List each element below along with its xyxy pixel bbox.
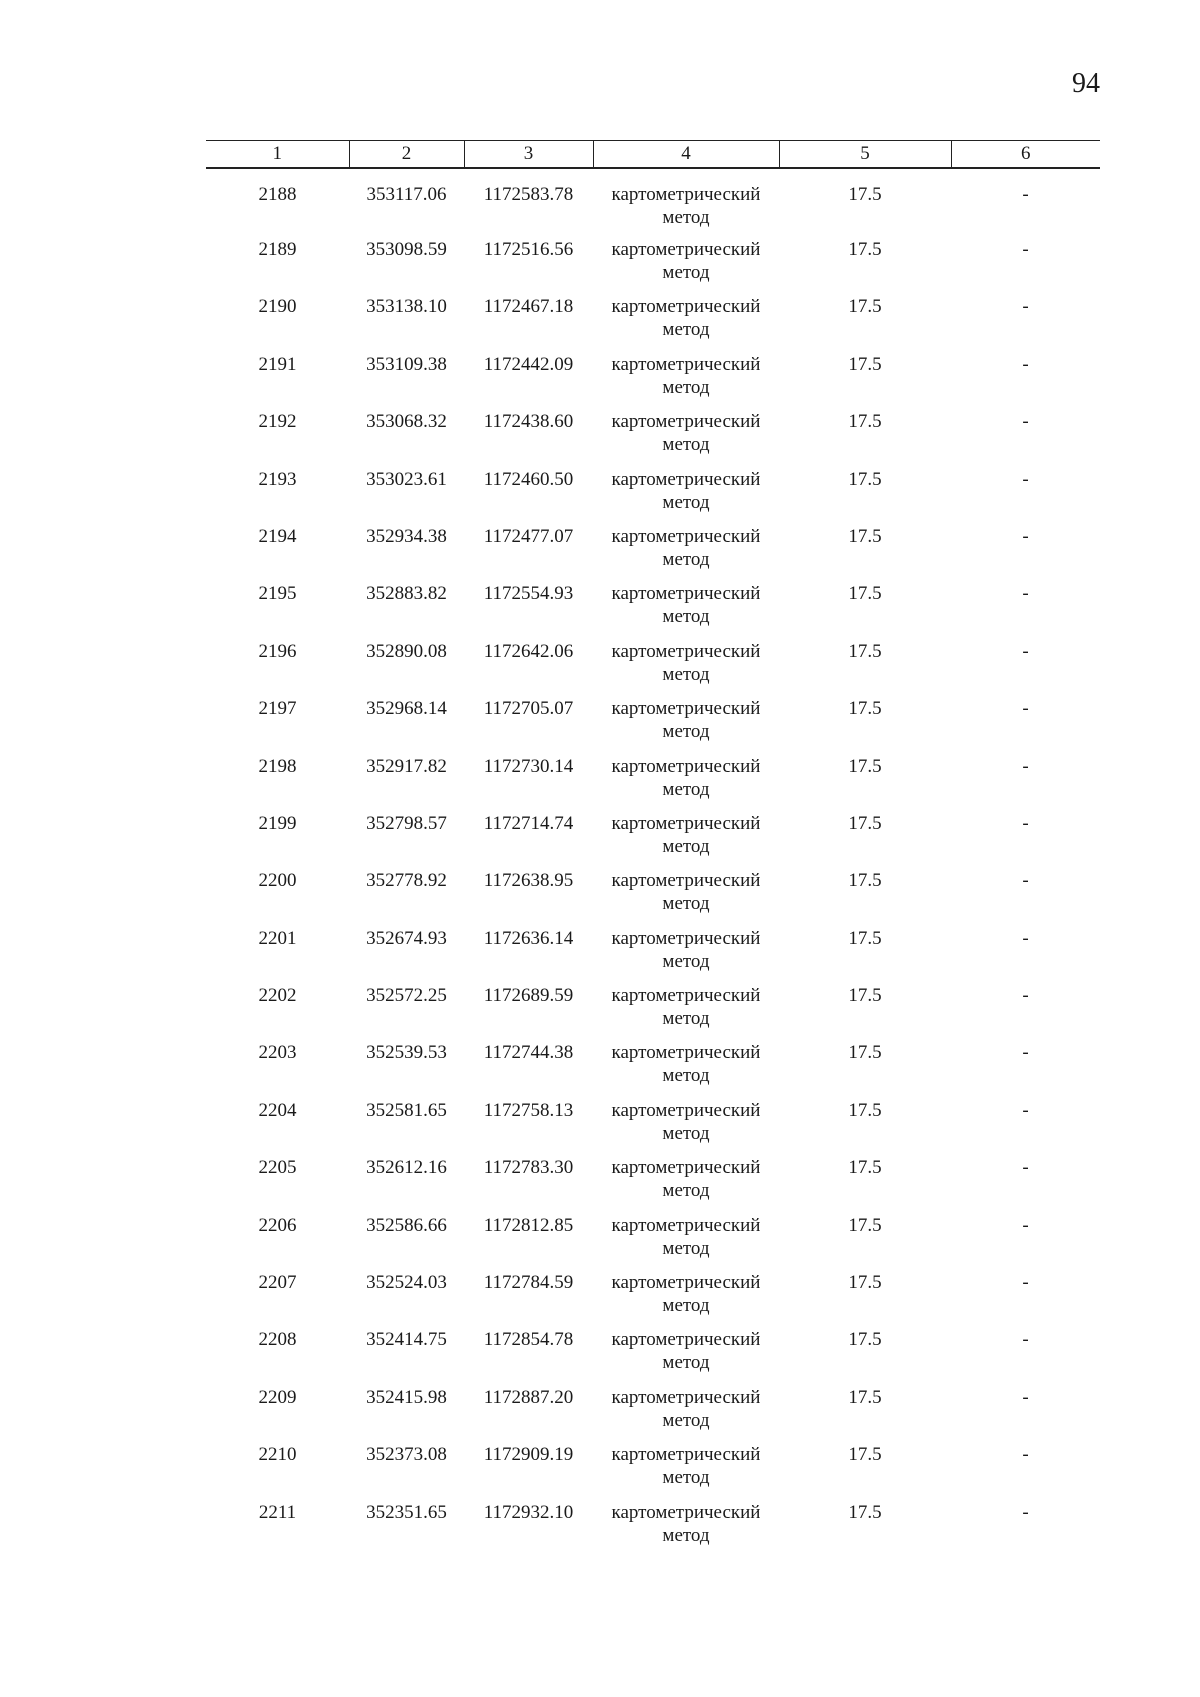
- header-cell-1: 1: [206, 141, 349, 169]
- y-coordinate-cell: 1172730.14: [483, 755, 574, 777]
- x-coordinate-cell: 352415.98: [366, 1386, 447, 1408]
- y-coordinate-cell: 1172932.10: [483, 1501, 574, 1523]
- x-coordinate-cell: 352581.65: [366, 1099, 447, 1121]
- method-line-1: картометрический: [611, 812, 761, 834]
- point-number-cell: 2194: [258, 525, 297, 547]
- y-coordinate-cell: 1172460.50: [483, 468, 574, 490]
- method-cell: [593, 1271, 779, 1328]
- x-coordinate-cell: 353109.38: [366, 353, 447, 375]
- y-coordinate-cell: 1172477.07: [483, 525, 574, 547]
- point-number-cell: 2209: [258, 1386, 297, 1408]
- method-line-2: метод: [662, 548, 710, 570]
- note-cell: -: [1022, 1099, 1029, 1121]
- y-coordinate-cell: 1172516.56: [483, 239, 574, 260]
- accuracy-value-cell: 17.5: [848, 640, 882, 662]
- point-number-cell: 2204: [258, 1099, 297, 1121]
- method-line-2: метод: [662, 207, 710, 228]
- method-line-2: метод: [662, 606, 710, 628]
- note-cell: -: [1022, 353, 1029, 375]
- method-line-1: картометрический: [611, 411, 761, 433]
- point-number-cell: 2199: [258, 812, 297, 834]
- accuracy-value-cell: 17.5: [848, 927, 882, 949]
- x-coordinate-cell: 352586.66: [366, 1214, 447, 1236]
- method-cell: [593, 1443, 779, 1500]
- method-line-1: картометрический: [611, 239, 761, 260]
- x-coordinate-cell: 352612.16: [366, 1157, 447, 1179]
- x-coordinate-cell: 352778.92: [366, 870, 447, 892]
- method-line-1: картометрический: [611, 698, 761, 720]
- header-cell-2: 2: [349, 141, 464, 169]
- table-row: [206, 468, 1100, 525]
- method-line-2: метод: [662, 376, 710, 398]
- method-cell: [593, 295, 779, 352]
- accuracy-value-cell: 17.5: [848, 184, 882, 205]
- note-cell: -: [1022, 1042, 1029, 1064]
- method-line-2: метод: [662, 1409, 710, 1431]
- y-coordinate-cell: 1172909.19: [483, 1444, 574, 1466]
- y-coordinate-cell: 1172744.38: [483, 1042, 574, 1064]
- method-line-2: метод: [662, 1467, 710, 1489]
- note-cell: -: [1022, 927, 1029, 949]
- method-cell: [593, 927, 779, 984]
- method-line-1: картометрический: [611, 1272, 761, 1294]
- note-cell: -: [1022, 698, 1029, 720]
- accuracy-value-cell: 17.5: [848, 1157, 882, 1179]
- note-cell: -: [1022, 468, 1029, 490]
- page-number: 94: [1072, 68, 1100, 99]
- method-line-2: метод: [662, 319, 710, 341]
- accuracy-value-cell: 17.5: [848, 870, 882, 892]
- x-coordinate-cell: 352351.65: [366, 1501, 447, 1523]
- method-line-1: картометрический: [611, 870, 761, 892]
- method-cell: [593, 640, 779, 697]
- method-line-1: картометрический: [611, 640, 761, 662]
- method-line-1: картометрический: [611, 184, 761, 205]
- method-line-1: картометрический: [611, 1329, 761, 1351]
- y-coordinate-cell: 1172689.59: [483, 985, 574, 1007]
- method-cell: [593, 1214, 779, 1271]
- table-header: [206, 141, 1100, 169]
- method-cell: [593, 755, 779, 812]
- table-row: [206, 410, 1100, 467]
- accuracy-value-cell: 17.5: [848, 411, 882, 433]
- y-coordinate-cell: 1172854.78: [483, 1329, 574, 1351]
- method-line-1: картометрический: [611, 927, 761, 949]
- x-coordinate-cell: 353117.06: [366, 184, 447, 205]
- accuracy-value-cell: 17.5: [848, 1444, 882, 1466]
- point-number-cell: 2192: [258, 411, 297, 433]
- table-row: [206, 640, 1100, 697]
- note-cell: -: [1022, 1501, 1029, 1523]
- method-line-2: метод: [662, 1352, 710, 1374]
- point-number-cell: 2211: [258, 1501, 297, 1523]
- method-cell: [593, 353, 779, 410]
- method-line-2: метод: [662, 835, 710, 857]
- x-coordinate-cell: 352917.82: [366, 755, 447, 777]
- method-line-2: метод: [662, 434, 710, 456]
- accuracy-value-cell: 17.5: [848, 1329, 882, 1351]
- note-cell: -: [1022, 1329, 1029, 1351]
- accuracy-value-cell: 17.5: [848, 468, 882, 490]
- method-line-2: метод: [662, 491, 710, 513]
- point-number-cell: 2202: [258, 985, 297, 1007]
- accuracy-value-cell: 17.5: [848, 296, 882, 318]
- method-line-1: картометрический: [611, 755, 761, 777]
- y-coordinate-cell: 1172758.13: [483, 1099, 574, 1121]
- method-line-1: картометрический: [611, 1157, 761, 1179]
- method-line-1: картометрический: [611, 296, 761, 318]
- note-cell: -: [1022, 184, 1029, 205]
- table-row: [206, 525, 1100, 582]
- method-cell: [593, 1501, 779, 1558]
- method-cell: [593, 1099, 779, 1156]
- y-coordinate-cell: 1172642.06: [483, 640, 574, 662]
- method-cell: [593, 1386, 779, 1443]
- x-coordinate-cell: 352524.03: [366, 1272, 447, 1294]
- accuracy-value-cell: 17.5: [848, 1501, 882, 1523]
- table-row: [206, 1271, 1100, 1328]
- method-line-1: картометрический: [611, 1099, 761, 1121]
- point-number-cell: 2188: [258, 184, 297, 205]
- note-cell: -: [1022, 640, 1029, 662]
- x-coordinate-cell: 353023.61: [366, 468, 447, 490]
- method-line-1: картометрический: [611, 525, 761, 547]
- method-cell: [593, 869, 779, 926]
- table-row: [206, 869, 1100, 926]
- accuracy-value-cell: 17.5: [848, 353, 882, 375]
- table-row: [206, 812, 1100, 869]
- accuracy-value-cell: 17.5: [848, 239, 882, 260]
- table-row: [206, 1214, 1100, 1271]
- method-cell: [593, 812, 779, 869]
- note-cell: -: [1022, 1444, 1029, 1466]
- header-cell-6: 6: [951, 141, 1100, 169]
- method-line-1: картометрический: [611, 353, 761, 375]
- method-line-2: метод: [662, 1524, 710, 1546]
- note-cell: -: [1022, 525, 1029, 547]
- note-cell: -: [1022, 985, 1029, 1007]
- method-line-2: метод: [662, 1295, 710, 1317]
- y-coordinate-cell: 1172636.14: [483, 927, 574, 949]
- accuracy-value-cell: 17.5: [848, 1272, 882, 1294]
- method-line-2: метод: [662, 778, 710, 800]
- table-row: [206, 1156, 1100, 1213]
- y-coordinate-cell: 1172714.74: [483, 812, 574, 834]
- table-row: [206, 1041, 1100, 1098]
- point-number-cell: 2191: [258, 353, 297, 375]
- table-row: [206, 984, 1100, 1041]
- note-cell: -: [1022, 1214, 1029, 1236]
- method-line-2: метод: [662, 1008, 710, 1030]
- note-cell: -: [1022, 870, 1029, 892]
- y-coordinate-cell: 1172554.93: [483, 583, 574, 605]
- method-cell: [593, 697, 779, 754]
- point-number-cell: 2195: [258, 583, 297, 605]
- method-line-2: метод: [662, 893, 710, 915]
- x-coordinate-cell: 352674.93: [366, 927, 447, 949]
- point-number-cell: 2208: [258, 1329, 297, 1351]
- y-coordinate-cell: 1172438.60: [483, 411, 574, 433]
- method-line-2: метод: [662, 1180, 710, 1202]
- table-row: [206, 353, 1100, 410]
- method-line-2: метод: [662, 950, 710, 972]
- table-row: [206, 238, 1100, 295]
- table-row: [206, 755, 1100, 812]
- x-coordinate-cell: 352414.75: [366, 1329, 447, 1351]
- table-row: [206, 168, 1100, 238]
- x-coordinate-cell: 352572.25: [366, 985, 447, 1007]
- y-coordinate-cell: 1172887.20: [483, 1386, 574, 1408]
- note-cell: -: [1022, 1157, 1029, 1179]
- point-number-cell: 2200: [258, 870, 297, 892]
- accuracy-value-cell: 17.5: [848, 1099, 882, 1121]
- method-cell: [593, 410, 779, 467]
- method-line-2: метод: [662, 1122, 710, 1144]
- point-number-cell: 2210: [258, 1444, 297, 1466]
- note-cell: -: [1022, 1272, 1029, 1294]
- x-coordinate-cell: 352539.53: [366, 1042, 447, 1064]
- table-row: [206, 1386, 1100, 1443]
- table-row: [206, 927, 1100, 984]
- coordinates-table: [206, 140, 1100, 1558]
- y-coordinate-cell: 1172467.18: [483, 296, 574, 318]
- point-number-cell: 2193: [258, 468, 297, 490]
- method-line-1: картометрический: [611, 1386, 761, 1408]
- point-number-cell: 2196: [258, 640, 297, 662]
- note-cell: -: [1022, 812, 1029, 834]
- y-coordinate-cell: 1172783.30: [483, 1157, 574, 1179]
- y-coordinate-cell: 1172442.09: [483, 353, 574, 375]
- point-number-cell: 2190: [258, 296, 297, 318]
- y-coordinate-cell: 1172784.59: [483, 1272, 574, 1294]
- point-number-cell: 2201: [258, 927, 297, 949]
- x-coordinate-cell: 353068.32: [366, 411, 447, 433]
- y-coordinate-cell: 1172638.95: [483, 870, 574, 892]
- method-line-2: метод: [662, 663, 710, 685]
- y-coordinate-cell: 1172583.78: [483, 184, 574, 205]
- point-number-cell: 2205: [258, 1157, 297, 1179]
- note-cell: -: [1022, 296, 1029, 318]
- header-cell-5: 5: [779, 141, 951, 169]
- table-row: [206, 582, 1100, 639]
- method-cell: [593, 168, 779, 238]
- x-coordinate-cell: 352883.82: [366, 583, 447, 605]
- method-line-1: картометрический: [611, 1214, 761, 1236]
- method-cell: [593, 582, 779, 639]
- point-number-cell: 2203: [258, 1042, 297, 1064]
- method-line-2: метод: [662, 262, 710, 283]
- accuracy-value-cell: 17.5: [848, 698, 882, 720]
- method-line-1: картометрический: [611, 985, 761, 1007]
- method-line-1: картометрический: [611, 1501, 761, 1523]
- note-cell: -: [1022, 755, 1029, 777]
- accuracy-value-cell: 17.5: [848, 755, 882, 777]
- header-cell-4: 4: [593, 141, 779, 169]
- method-cell: [593, 238, 779, 295]
- x-coordinate-cell: 353098.59: [366, 239, 447, 260]
- point-number-cell: 2198: [258, 755, 297, 777]
- method-cell: [593, 984, 779, 1041]
- point-number-cell: 2197: [258, 698, 297, 720]
- accuracy-value-cell: 17.5: [848, 525, 882, 547]
- y-coordinate-cell: 1172812.85: [483, 1214, 574, 1236]
- method-cell: [593, 1156, 779, 1213]
- point-number-cell: 2206: [258, 1214, 297, 1236]
- point-number-cell: 2207: [258, 1272, 297, 1294]
- method-line-1: картометрический: [611, 468, 761, 490]
- x-coordinate-cell: 352798.57: [366, 812, 447, 834]
- note-cell: -: [1022, 583, 1029, 605]
- method-line-1: картометрический: [611, 1444, 761, 1466]
- point-number-cell: 2189: [258, 239, 297, 260]
- x-coordinate-cell: 352373.08: [366, 1444, 447, 1466]
- accuracy-value-cell: 17.5: [848, 985, 882, 1007]
- accuracy-value-cell: 17.5: [848, 1042, 882, 1064]
- method-cell: [593, 1328, 779, 1385]
- method-cell: [593, 1041, 779, 1098]
- header-row: [206, 141, 1100, 169]
- note-cell: -: [1022, 1386, 1029, 1408]
- table-body: [206, 168, 1100, 1558]
- note-cell: -: [1022, 411, 1029, 433]
- table-row: [206, 1099, 1100, 1156]
- x-coordinate-cell: 352968.14: [366, 698, 447, 720]
- method-cell: [593, 468, 779, 525]
- table-row: [206, 1328, 1100, 1385]
- accuracy-value-cell: 17.5: [848, 583, 882, 605]
- accuracy-value-cell: 17.5: [848, 1214, 882, 1236]
- method-line-2: метод: [662, 721, 710, 743]
- x-coordinate-cell: 352890.08: [366, 640, 447, 662]
- header-cell-3: 3: [464, 141, 593, 169]
- x-coordinate-cell: 353138.10: [366, 296, 447, 318]
- x-coordinate-cell: 352934.38: [366, 525, 447, 547]
- method-line-1: картометрический: [611, 1042, 761, 1064]
- table-row: [206, 295, 1100, 352]
- table-row: [206, 1443, 1100, 1500]
- accuracy-value-cell: 17.5: [848, 1386, 882, 1408]
- note-cell: -: [1022, 239, 1029, 260]
- y-coordinate-cell: 1172705.07: [483, 698, 574, 720]
- method-cell: [593, 525, 779, 582]
- method-line-1: картометрический: [611, 583, 761, 605]
- accuracy-value-cell: 17.5: [848, 812, 882, 834]
- table-row: [206, 1501, 1100, 1558]
- table-row: [206, 697, 1100, 754]
- method-line-2: метод: [662, 1065, 710, 1087]
- method-line-2: метод: [662, 1237, 710, 1259]
